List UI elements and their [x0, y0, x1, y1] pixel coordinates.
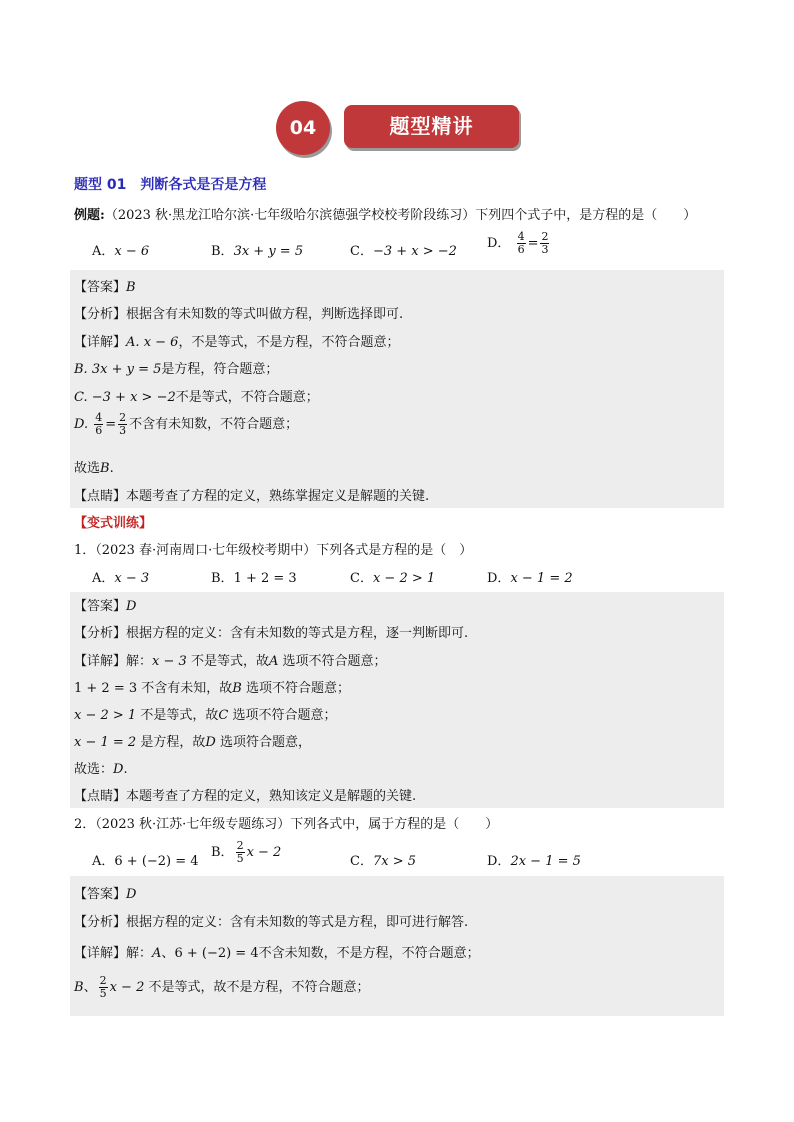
q1-stem: 1．（2023 春·河南周口·七年级校考期中）下列各式是方程的是（ ）: [74, 543, 473, 558]
example-option-a: A．x − 6: [92, 244, 150, 259]
q2-option-c: C．7x > 5: [350, 854, 416, 869]
example-prefix: 例题:: [74, 208, 105, 223]
section-number-badge: [276, 101, 330, 155]
fraction-2-3: $\frac{2}{3}$: [541, 230, 549, 256]
q2-option-a: A．6 + (−2) = 4: [92, 854, 199, 869]
q1-choice: 故选：D.: [74, 762, 128, 777]
example-analysis: 【分析】根据含有未知数的等式叫做方程，判断选择即可.: [74, 307, 404, 322]
q2-stem: 2．（2023 秋·江苏·七年级专题练习）下列各式中，属于方程的是（ ）: [74, 817, 499, 832]
example-stem: [74, 204, 696, 223]
example-detail-b: B. 3x + y = 5是方程，符合题意；: [74, 362, 279, 377]
q1-detail-1: 【详解】解：x − 3 不是等式，故A 选项不符合题意；: [74, 654, 387, 669]
example-option-b: B．3x + y = 5: [211, 244, 304, 259]
example-detail-d: D. $\frac{4}{6}$ = $\frac{2}{3}$ 不含有未知数，不符合题意；: [74, 411, 299, 437]
q1-answer: 【答案】D: [74, 599, 137, 614]
example-detail-c: C. −3 + x > −2不是等式，不符合题意；: [74, 390, 319, 405]
section-number: 04: [289, 117, 317, 139]
q1-option-d: D．x − 1 = 2: [487, 571, 573, 586]
q2-option-d: D．2x − 1 = 5: [487, 854, 581, 869]
q1-detail-3: x − 2 > 1 不是等式，故C 选项不符合题意；: [74, 708, 337, 723]
section-header-title: 题型精讲: [389, 114, 474, 138]
q1-detail-2: 1 + 2 = 3 不含有未知，故B 选项不符合题意；: [74, 681, 351, 696]
example-comment: 【点睛】本题考查了方程的定义，熟练掌握定义是解题的关键.: [74, 489, 430, 504]
q1-option-a: A．x − 3: [92, 571, 150, 586]
example-option-d: D． $\frac{4}{6}$ = $\frac{2}{3}$: [487, 230, 549, 256]
topic-title: 题型 01 判断各式是否是方程: [74, 177, 267, 193]
q1-detail-4: x − 1 = 2 是方程，故D 选项符合题意，: [74, 735, 311, 750]
example-detail-a: 【详解】A. x − 6，不是等式，不是方程，不符合题意；: [74, 335, 400, 350]
example-source: （2023 秋·黑龙江哈尔滨·七年级哈尔滨德强学校校考阶段练习）下列四个式子中，是方程的是（ ）: [104, 208, 697, 223]
example-answer: 【答案】B: [74, 280, 136, 295]
q1-option-c: C．x − 2 > 1: [350, 571, 436, 586]
q2-detail-a: 【详解】解：A、6 + (−2) = 4不含未知数，不是方程，不符合题意；: [74, 946, 480, 961]
q1-analysis: 【分析】根据方程的定义：含有未知数的等式是方程，逐一判断即可.: [74, 626, 469, 641]
variant-training-title: 【变式训练】: [74, 516, 153, 531]
q2-answer: 【答案】D: [74, 887, 137, 902]
q1-comment: 【点睛】本题考查了方程的定义，熟知该定义是解题的关键.: [74, 789, 417, 804]
q2-option-b: B． $\frac{2}{5}$ x − 2: [211, 839, 282, 865]
section-header-banner: [344, 105, 519, 148]
q2-analysis: 【分析】根据方程的定义：含有未知数的等式是方程，即可进行解答.: [74, 915, 469, 930]
example-choice: 故选B.: [74, 461, 114, 476]
q1-option-b: B．1 + 2 = 3: [211, 571, 297, 586]
example-option-c: C．−3 + x > −2: [350, 244, 457, 259]
fraction-4-6: $\frac{4}{6}$: [517, 230, 525, 256]
q2-detail-b: B、 $\frac{2}{5}$ x − 2 不是等式，故不是方程，不符合题意；: [74, 974, 370, 1000]
